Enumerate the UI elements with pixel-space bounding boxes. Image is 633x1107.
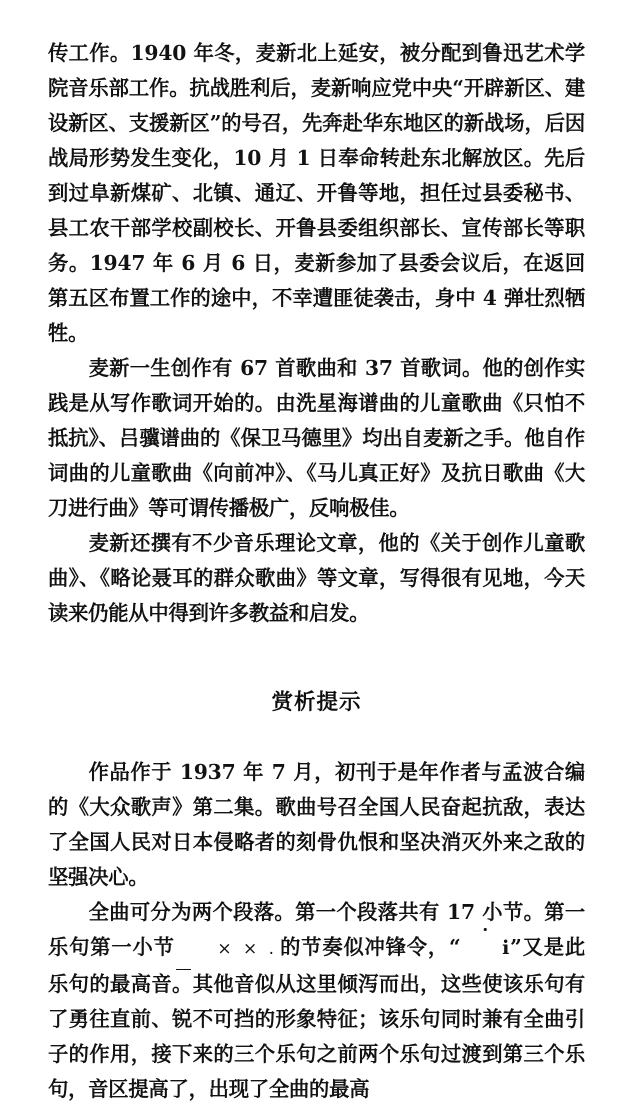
analysis-origin-tail: 第二集。歌曲号召全国人民奋起抗敌，表达了全国人民对日本侵略者的刻骨仇恨和坚决消灭外来之敌的坚强决心。 [48, 795, 585, 889]
analysis-structure-segment-2: 的节奏似冲锋令，“ [279, 935, 461, 959]
publication-title: 《大众歌声》 [68, 795, 193, 819]
analysis-origin-lead: 作品作于 1937 年 7 月，初刊于是年作者与孟波合编的 [48, 760, 585, 819]
spacer-below-heading [48, 719, 585, 755]
analysis-structure-segment-1: 全曲可分为两个段落。第一个段落共有 17 小节。第一乐句第一小节 [48, 900, 585, 959]
octave-dot-icon [484, 928, 487, 931]
paragraph-biography-continued: 传工作。1940 年冬，麦新北上延安，被分配到鲁迅艺术学院音乐部工作。抗战胜利后，麦新响应党中央“开辟新区、建设新区、支援新区”的号召，先奔赴华东地区的新战场，后因战局形势发生变化，10 月 1 日奉命转赴东北解放区。先后到过阜新煤矿、北镇、通辽、开鲁等地，担任过县委秘书、县工农干部学校副校长、开鲁县委组织部长、宣传部长等职务。1947 年 6 月 6 日，麦新参加了县委会议后，在返回第五区布置工作的途中，不幸遭匪徒袭击，身中 4 弹壮烈牺牲。 [48, 41, 585, 345]
paragraph-analysis-structure [48, 895, 585, 1107]
paragraph-theory-articles: 麦新还撰有不少音乐理论文章，他的《关于创作儿童歌曲》、《略论聂耳的群众歌曲》等文章，写得很有见地，今天读来仍能从中得到许多教益和启发。 [48, 531, 585, 625]
spacer-above-heading [48, 631, 585, 687]
analysis-structure-segment-3: ”又是此乐句的最高音。其他音似从这里倾泻而出，这些使该乐句有了勇往直前、锐不可挡的形象特征；该乐句同时兼有全曲引子的作用，接下来的三个乐句之前两个乐句过渡到第三个乐句，音区提高了，出现了全曲的最高 [48, 935, 585, 1101]
note-glyph: i [502, 937, 510, 959]
section-heading-appreciation: 赏析提示 [271, 690, 362, 715]
rhythm-notation [175, 932, 279, 967]
rhythm-notation-glyphs: × × . [217, 939, 278, 959]
high-octave-note [461, 931, 511, 966]
rhythm-beam-underline [176, 969, 191, 971]
paragraph-works: 麦新一生创作有 67 首歌曲和 37 首歌词。他的创作实践是从写作歌词开始的。由洗星海谱曲的儿童歌曲《只怕不抵抗》、吕骥谱曲的《保卫马德里》均出自麦新之手。他自作词曲的儿童歌曲《向前冲》、《马儿真正好》及抗日歌曲《大刀进行曲》等可谓传播极广，反响极佳。 [48, 356, 585, 520]
text-column [48, 36, 585, 1107]
paragraph-analysis-origin [48, 755, 585, 895]
